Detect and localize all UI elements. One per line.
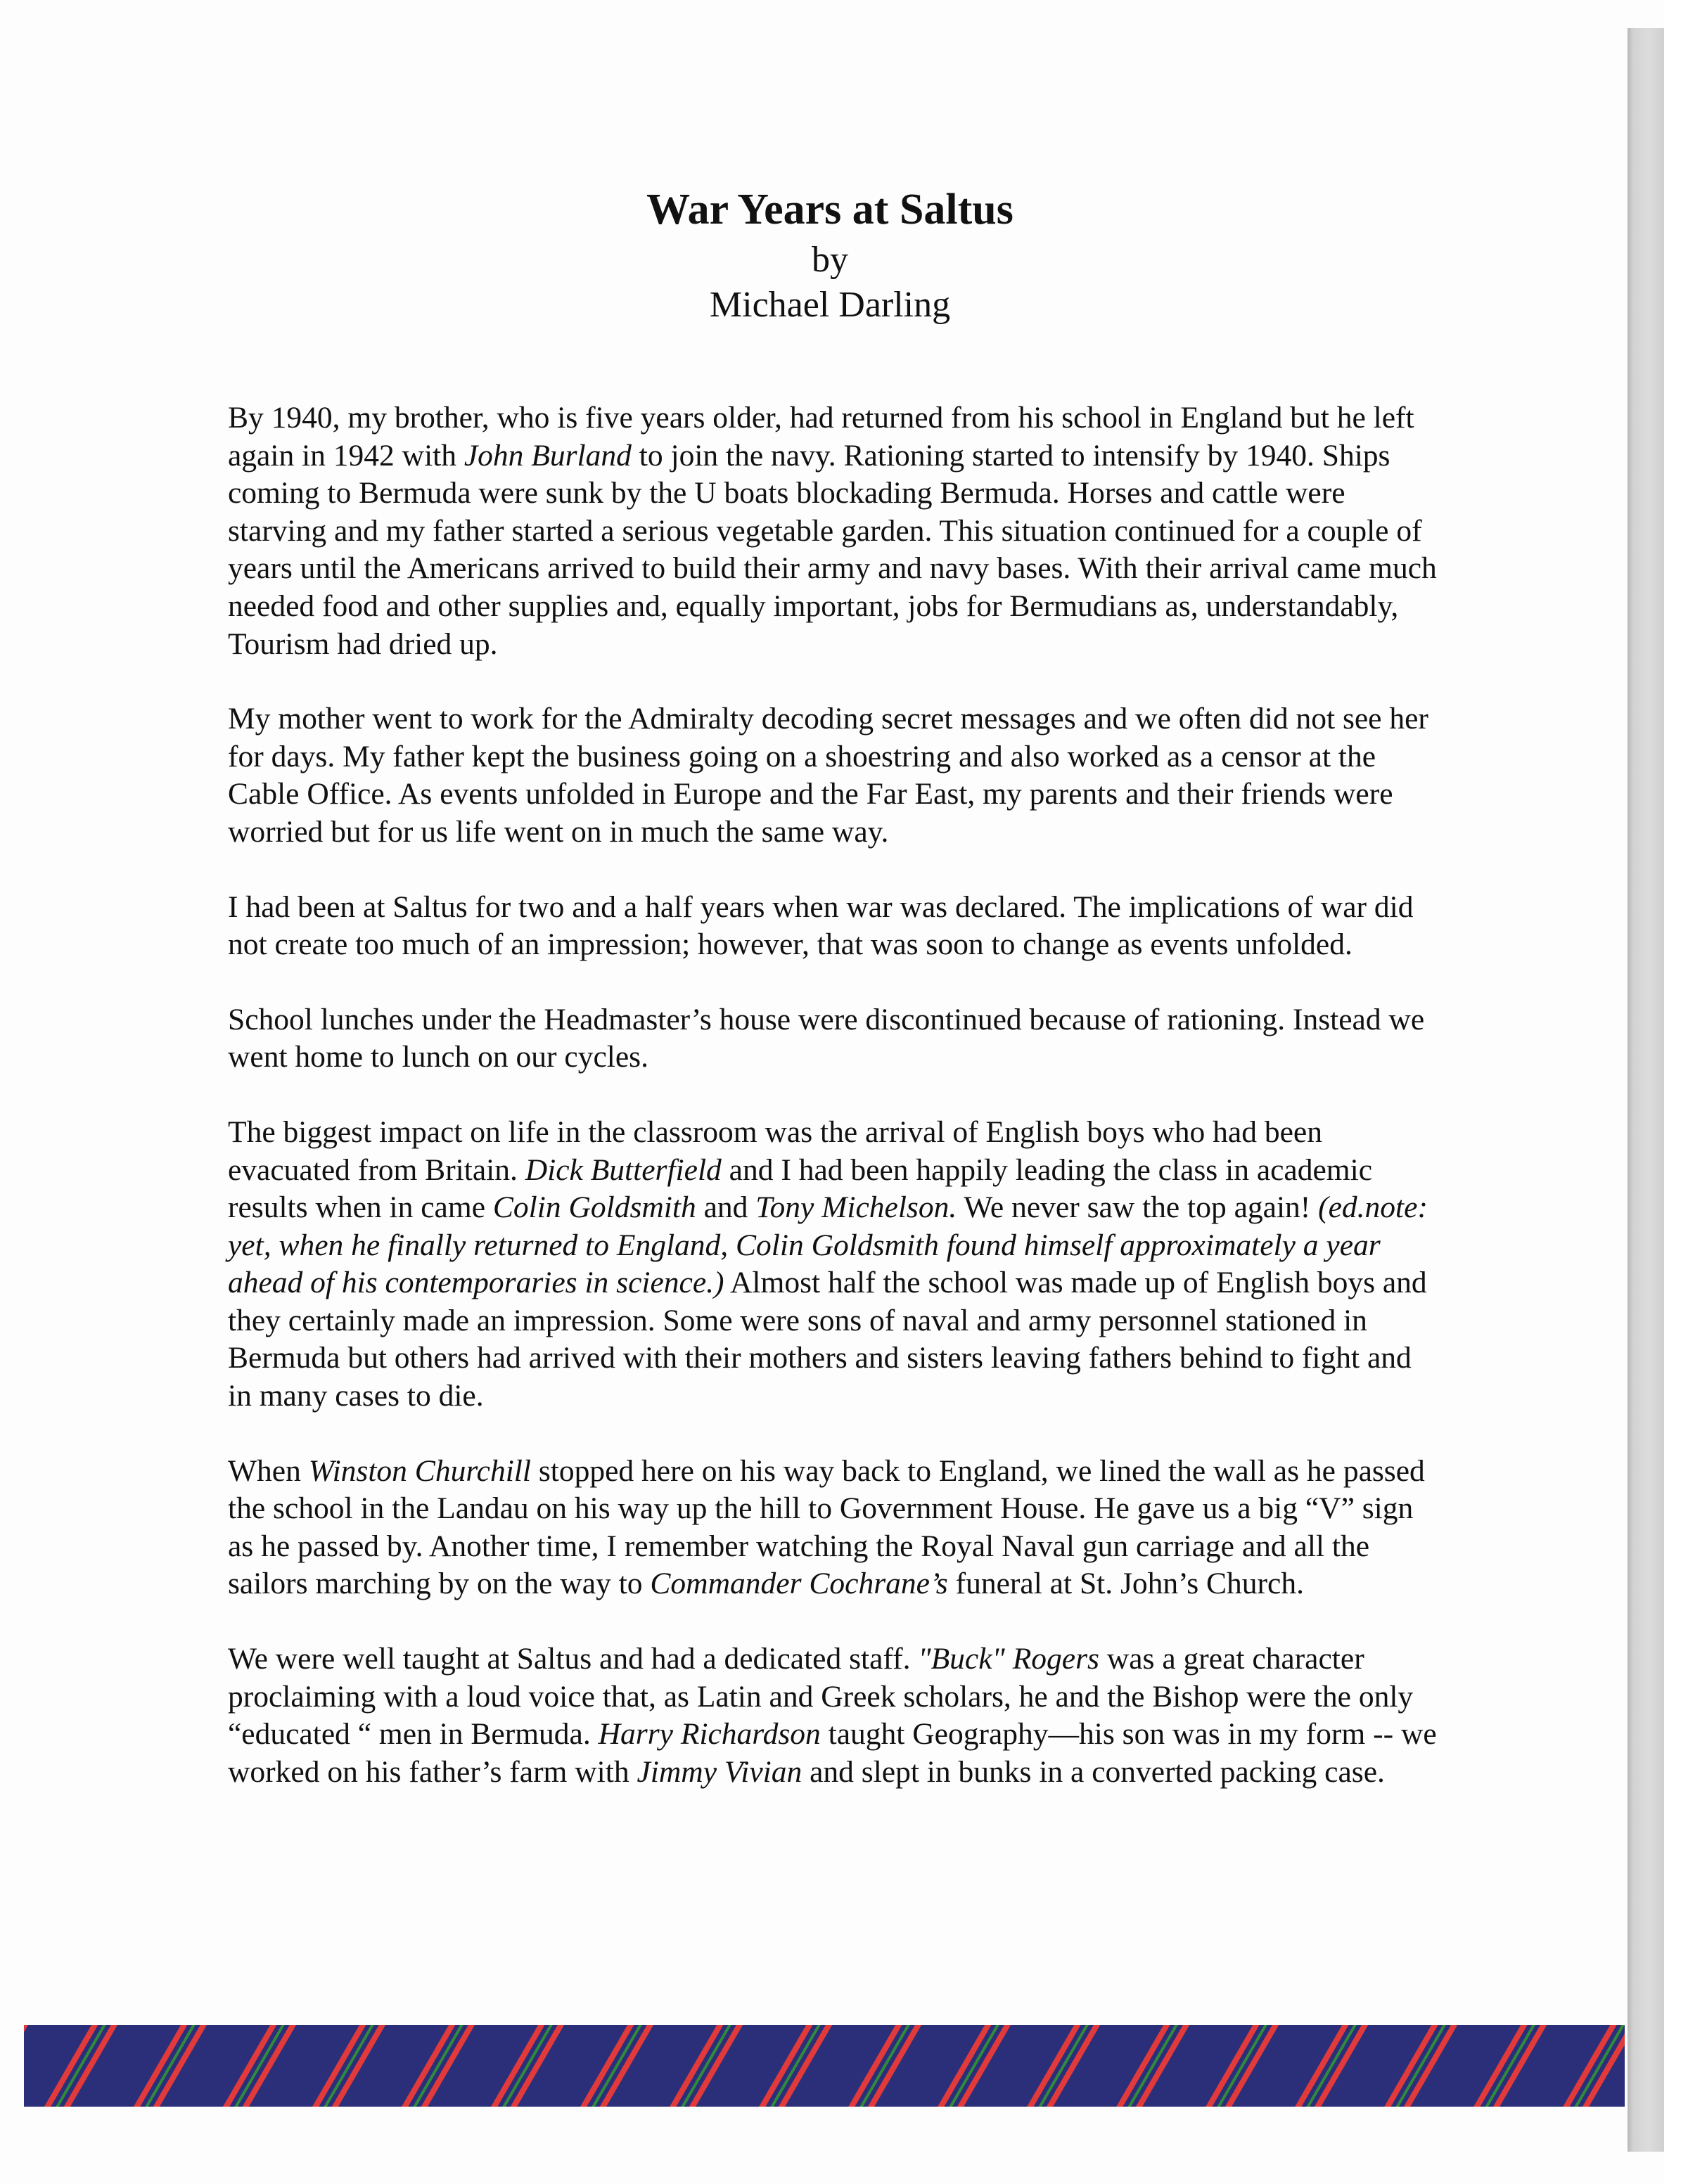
text-run: By 1940, my brother, who is five years older, had returned from his school in England but he left again in 1942 with xyxy=(228,401,1414,473)
text-run: I had been at Saltus for two and a half years when war was declared. The implications of war did not create too much of an impression; however, that was soon to change as events unfolded. xyxy=(228,889,1414,962)
paragraph xyxy=(228,1001,1438,1077)
text-run: We never saw the top again! xyxy=(957,1190,1319,1225)
italic-name-run: "Buck" Rogers xyxy=(918,1642,1099,1676)
article-title: War Years at Saltus xyxy=(646,186,1014,233)
text-run: to join the navy. Rationing started to intensify by 1940. Ships coming to Bermuda were sunk by the U boats blockading Bermuda. Horses and cattle were starving and my father started a serious vegetable garden. This situation continued for a couple of years until the Americans arrived to build their army and navy bases. With their arrival came much needed food and other supplies and, equally important, jobs for Bermudians as, understandably, Tourism had dried up. xyxy=(228,438,1437,661)
text-run: My mother went to work for the Admiralty decoding secret messages and we often did not see her for days. My father kept the business going on a shoestring and also worked as a censor at the Cable Office. As events unfolded in Europe and the Far East, my parents and their friends were worried but for us life went on in much the same way. xyxy=(228,702,1428,849)
italic-name-run: Commander Cochrane’s xyxy=(650,1567,948,1601)
article-body xyxy=(228,399,1438,1828)
author-name: Michael Darling xyxy=(709,285,951,325)
paragraph xyxy=(228,1640,1438,1791)
italic-name-run: Jimmy Vivian xyxy=(637,1754,803,1789)
italic-name-run: (ed.note: yet, when he finally returned to England, Colin Goldsmith found himself approximately a year ahead of his contemporaries in science.) xyxy=(228,1190,1428,1300)
byline: by xyxy=(812,240,848,280)
text-run: and slept in bunks in a converted packing case. xyxy=(802,1754,1385,1789)
text-run: Almost half the school was made up of English boys and they certainly made an impression. Some were sons of naval and army personnel stationed in Bermuda but others had arrived with their mothers and sisters leaving fathers behind to fight and in many cases to die. xyxy=(228,1266,1427,1413)
text-run: We were well taught at Saltus and had a dedicated staff. xyxy=(228,1642,919,1676)
text-run: was a great character proclaiming with a loud voice that, as Latin and Greek scholars, he and the Bishop were the only “educated “ men in Bermuda. xyxy=(228,1642,1414,1752)
scan-page-edge xyxy=(1628,28,1664,2152)
text-run: The biggest impact on life in the classroom was the arrival of English boys who had been evacuated from Britain. xyxy=(228,1115,1322,1187)
decorative-stripe-border xyxy=(24,2025,1625,2107)
article-header xyxy=(0,181,1660,328)
paragraph xyxy=(228,889,1438,964)
italic-name-run: Tony Michelson. xyxy=(755,1190,957,1225)
text-run: funeral at St. John’s Church. xyxy=(947,1567,1304,1601)
paragraph xyxy=(228,1453,1438,1603)
text-run: and xyxy=(696,1190,756,1225)
italic-name-run: John Burland xyxy=(463,438,632,473)
text-run: taught Geography—his son was in my form -- we worked on his father’s farm with xyxy=(228,1717,1437,1789)
paragraph xyxy=(228,399,1438,663)
italic-name-run: Winston Churchill xyxy=(308,1453,531,1488)
paragraph xyxy=(228,1114,1438,1415)
text-run: When xyxy=(228,1453,309,1488)
italic-name-run: Colin Goldsmith xyxy=(492,1190,696,1225)
text-run: School lunches under the Headmaster’s house were discontinued because of rationing. Instead we went home to lunch on our cycles. xyxy=(228,1002,1425,1074)
text-run: stopped here on his way back to England, we lined the wall as he passed the school in the Landau on his way up the hill to Government House. He gave us a big “V” sign as he passed by. Another time, I remember watching the Royal Naval gun carriage and all the sailors marching by on the way to xyxy=(228,1453,1425,1601)
paragraph xyxy=(228,700,1438,851)
italic-name-run: Dick Butterfield xyxy=(525,1152,722,1187)
scan-margin xyxy=(1664,0,1688,2184)
text-run: and I had been happily leading the class in academic results when in came xyxy=(228,1152,1373,1225)
italic-name-run: Harry Richardson xyxy=(598,1717,821,1752)
